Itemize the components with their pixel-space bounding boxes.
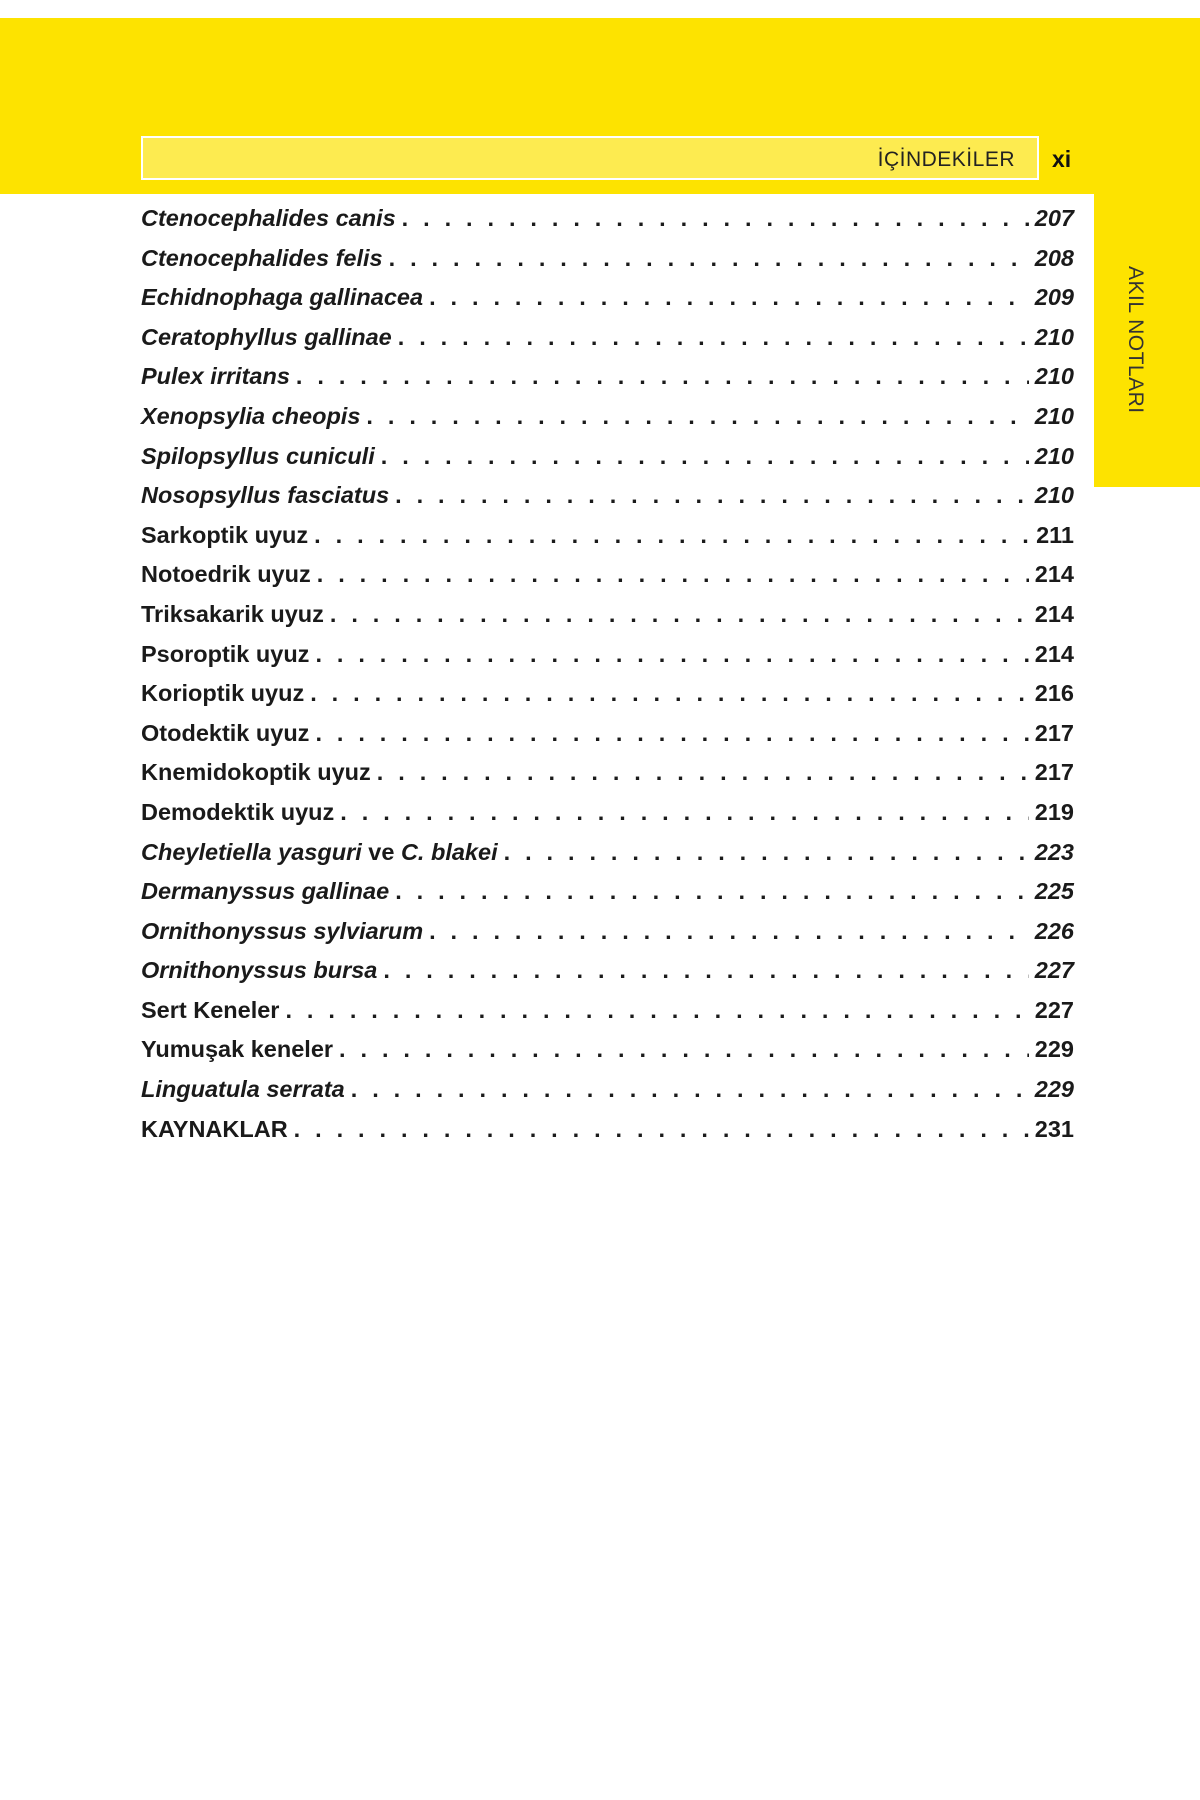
dot-leader [381, 443, 1029, 470]
toc-entry-page: 210 [1034, 482, 1074, 509]
toc-entry[interactable] [141, 522, 1074, 562]
side-tab-label: AKIL NOTLARI [1124, 266, 1147, 414]
toc-entry[interactable] [141, 245, 1074, 285]
toc-entry-page: 227 [1034, 996, 1074, 1023]
dot-leader [285, 997, 1028, 1024]
dot-leader [377, 759, 1029, 786]
toc-entry[interactable] [141, 1076, 1074, 1116]
toc-entry-title: Linguatula serrata [141, 1076, 345, 1103]
toc-entry-title: Echidnophaga gallinacea [141, 284, 424, 311]
table-of-contents [141, 205, 1074, 1155]
toc-entry[interactable] [141, 759, 1074, 799]
toc-entry[interactable] [141, 284, 1074, 324]
toc-entry-title: Xenopsylia cheopis [141, 402, 361, 429]
toc-entry-page: 216 [1034, 680, 1074, 707]
toc-entry-page: 210 [1034, 442, 1074, 469]
toc-entry-title: KAYNAKLAR [141, 1115, 288, 1142]
dot-leader [351, 1076, 1029, 1103]
dot-leader [504, 839, 1029, 866]
dot-leader [398, 324, 1029, 351]
toc-entry[interactable] [141, 1036, 1074, 1076]
toc-entry-page: 209 [1034, 284, 1074, 311]
toc-entry[interactable] [141, 799, 1074, 839]
toc-entry-page: 214 [1034, 640, 1074, 667]
toc-entry[interactable] [141, 205, 1074, 245]
toc-entry-title-part: C. blakei [400, 838, 498, 865]
toc-entry-page: 226 [1034, 917, 1074, 944]
toc-entry[interactable] [141, 997, 1074, 1037]
dot-leader [315, 720, 1028, 747]
section-title: İÇİNDEKİLER [877, 148, 1015, 171]
toc-entry-page: 210 [1034, 323, 1074, 350]
toc-entry-title: Pulex irritans [141, 363, 290, 390]
toc-entry[interactable] [141, 482, 1074, 522]
toc-entry-page: 217 [1034, 719, 1074, 746]
toc-entry[interactable] [141, 601, 1074, 641]
toc-entry-title [141, 839, 498, 866]
side-tab [1094, 194, 1200, 487]
dot-leader [383, 957, 1028, 984]
toc-entry-title: Demodektik uyuz [141, 798, 335, 825]
dot-leader [389, 245, 1029, 272]
toc-entry-title: Notoedrik uyuz [141, 561, 311, 588]
toc-entry[interactable] [141, 403, 1074, 443]
toc-entry-page: 208 [1034, 244, 1074, 271]
toc-entry-page: 231 [1034, 1115, 1074, 1142]
toc-entry-page: 217 [1034, 759, 1074, 786]
dot-leader [314, 522, 1030, 549]
toc-entry-page: 207 [1034, 205, 1074, 231]
toc-entry-page: 229 [1034, 1036, 1074, 1063]
dot-leader [395, 482, 1029, 509]
toc-entry[interactable] [141, 561, 1074, 601]
toc-entry[interactable] [141, 720, 1074, 760]
toc-entry-page: 214 [1034, 600, 1074, 627]
toc-entry-page: 214 [1034, 561, 1074, 588]
toc-entry-page: 223 [1034, 838, 1074, 865]
toc-entry-title: Nosopsyllus fasciatus [141, 482, 390, 509]
toc-entry-page: 210 [1034, 402, 1074, 429]
page-number: xi [1052, 146, 1072, 172]
dot-leader [330, 601, 1029, 628]
dot-leader [395, 878, 1029, 905]
toc-entry-title: Sarkoptik uyuz [141, 521, 309, 548]
toc-entry[interactable] [141, 957, 1074, 997]
toc-entry-page: 210 [1034, 363, 1074, 390]
toc-entry-title: Triksakarik uyuz [141, 600, 324, 627]
toc-entry-title: Korioptik uyuz [141, 680, 305, 707]
toc-entry-title-part: Cheyletiella yasguri [141, 838, 362, 865]
toc-entry-title: Sert Keneler [141, 996, 280, 1023]
toc-entry-title: Psoroptik uyuz [141, 640, 310, 667]
toc-entry-page: 211 [1036, 521, 1074, 548]
toc-entry-page: 229 [1034, 1076, 1074, 1103]
toc-entry[interactable] [141, 324, 1074, 364]
toc-entry-title-part: ve [361, 838, 401, 865]
toc-entry-title: Ctenocephalides canis [141, 205, 396, 231]
toc-entry-title: Spilopsyllus cuniculi [141, 442, 375, 469]
toc-entry[interactable] [141, 878, 1074, 918]
toc-entry-title: Yumuşak keneler [141, 1036, 334, 1063]
toc-entry-title: Ceratophyllus gallinae [141, 323, 392, 350]
dot-leader [429, 918, 1029, 945]
toc-entry[interactable] [141, 1116, 1074, 1156]
running-header [141, 136, 1039, 180]
toc-entry[interactable] [141, 680, 1074, 720]
dot-leader [340, 799, 1029, 826]
dot-leader [339, 1036, 1029, 1063]
toc-entry[interactable] [141, 918, 1074, 958]
toc-entry-page: 219 [1034, 798, 1074, 825]
toc-entry-title: Dermanyssus gallinae [141, 878, 390, 905]
toc-entry-title: Knemidokoptik uyuz [141, 759, 371, 786]
toc-entry[interactable] [141, 443, 1074, 483]
dot-leader [296, 363, 1029, 390]
toc-entry-title: Ornithonyssus bursa [141, 957, 378, 984]
dot-leader [294, 1116, 1029, 1143]
dot-leader [402, 205, 1029, 232]
toc-entry[interactable] [141, 363, 1074, 403]
toc-entry-page: 227 [1034, 957, 1074, 984]
dot-leader [315, 641, 1028, 668]
toc-entry-title: Ctenocephalides felis [141, 244, 383, 271]
toc-entry[interactable] [141, 839, 1074, 879]
dot-leader [429, 284, 1029, 311]
dot-leader [317, 561, 1029, 588]
toc-entry-title: Otodektik uyuz [141, 719, 310, 746]
toc-entry-title: Ornithonyssus sylviarum [141, 917, 424, 944]
dot-leader [366, 403, 1028, 430]
toc-entry-page: 225 [1034, 878, 1074, 905]
toc-entry[interactable] [141, 641, 1074, 681]
dot-leader [310, 680, 1029, 707]
